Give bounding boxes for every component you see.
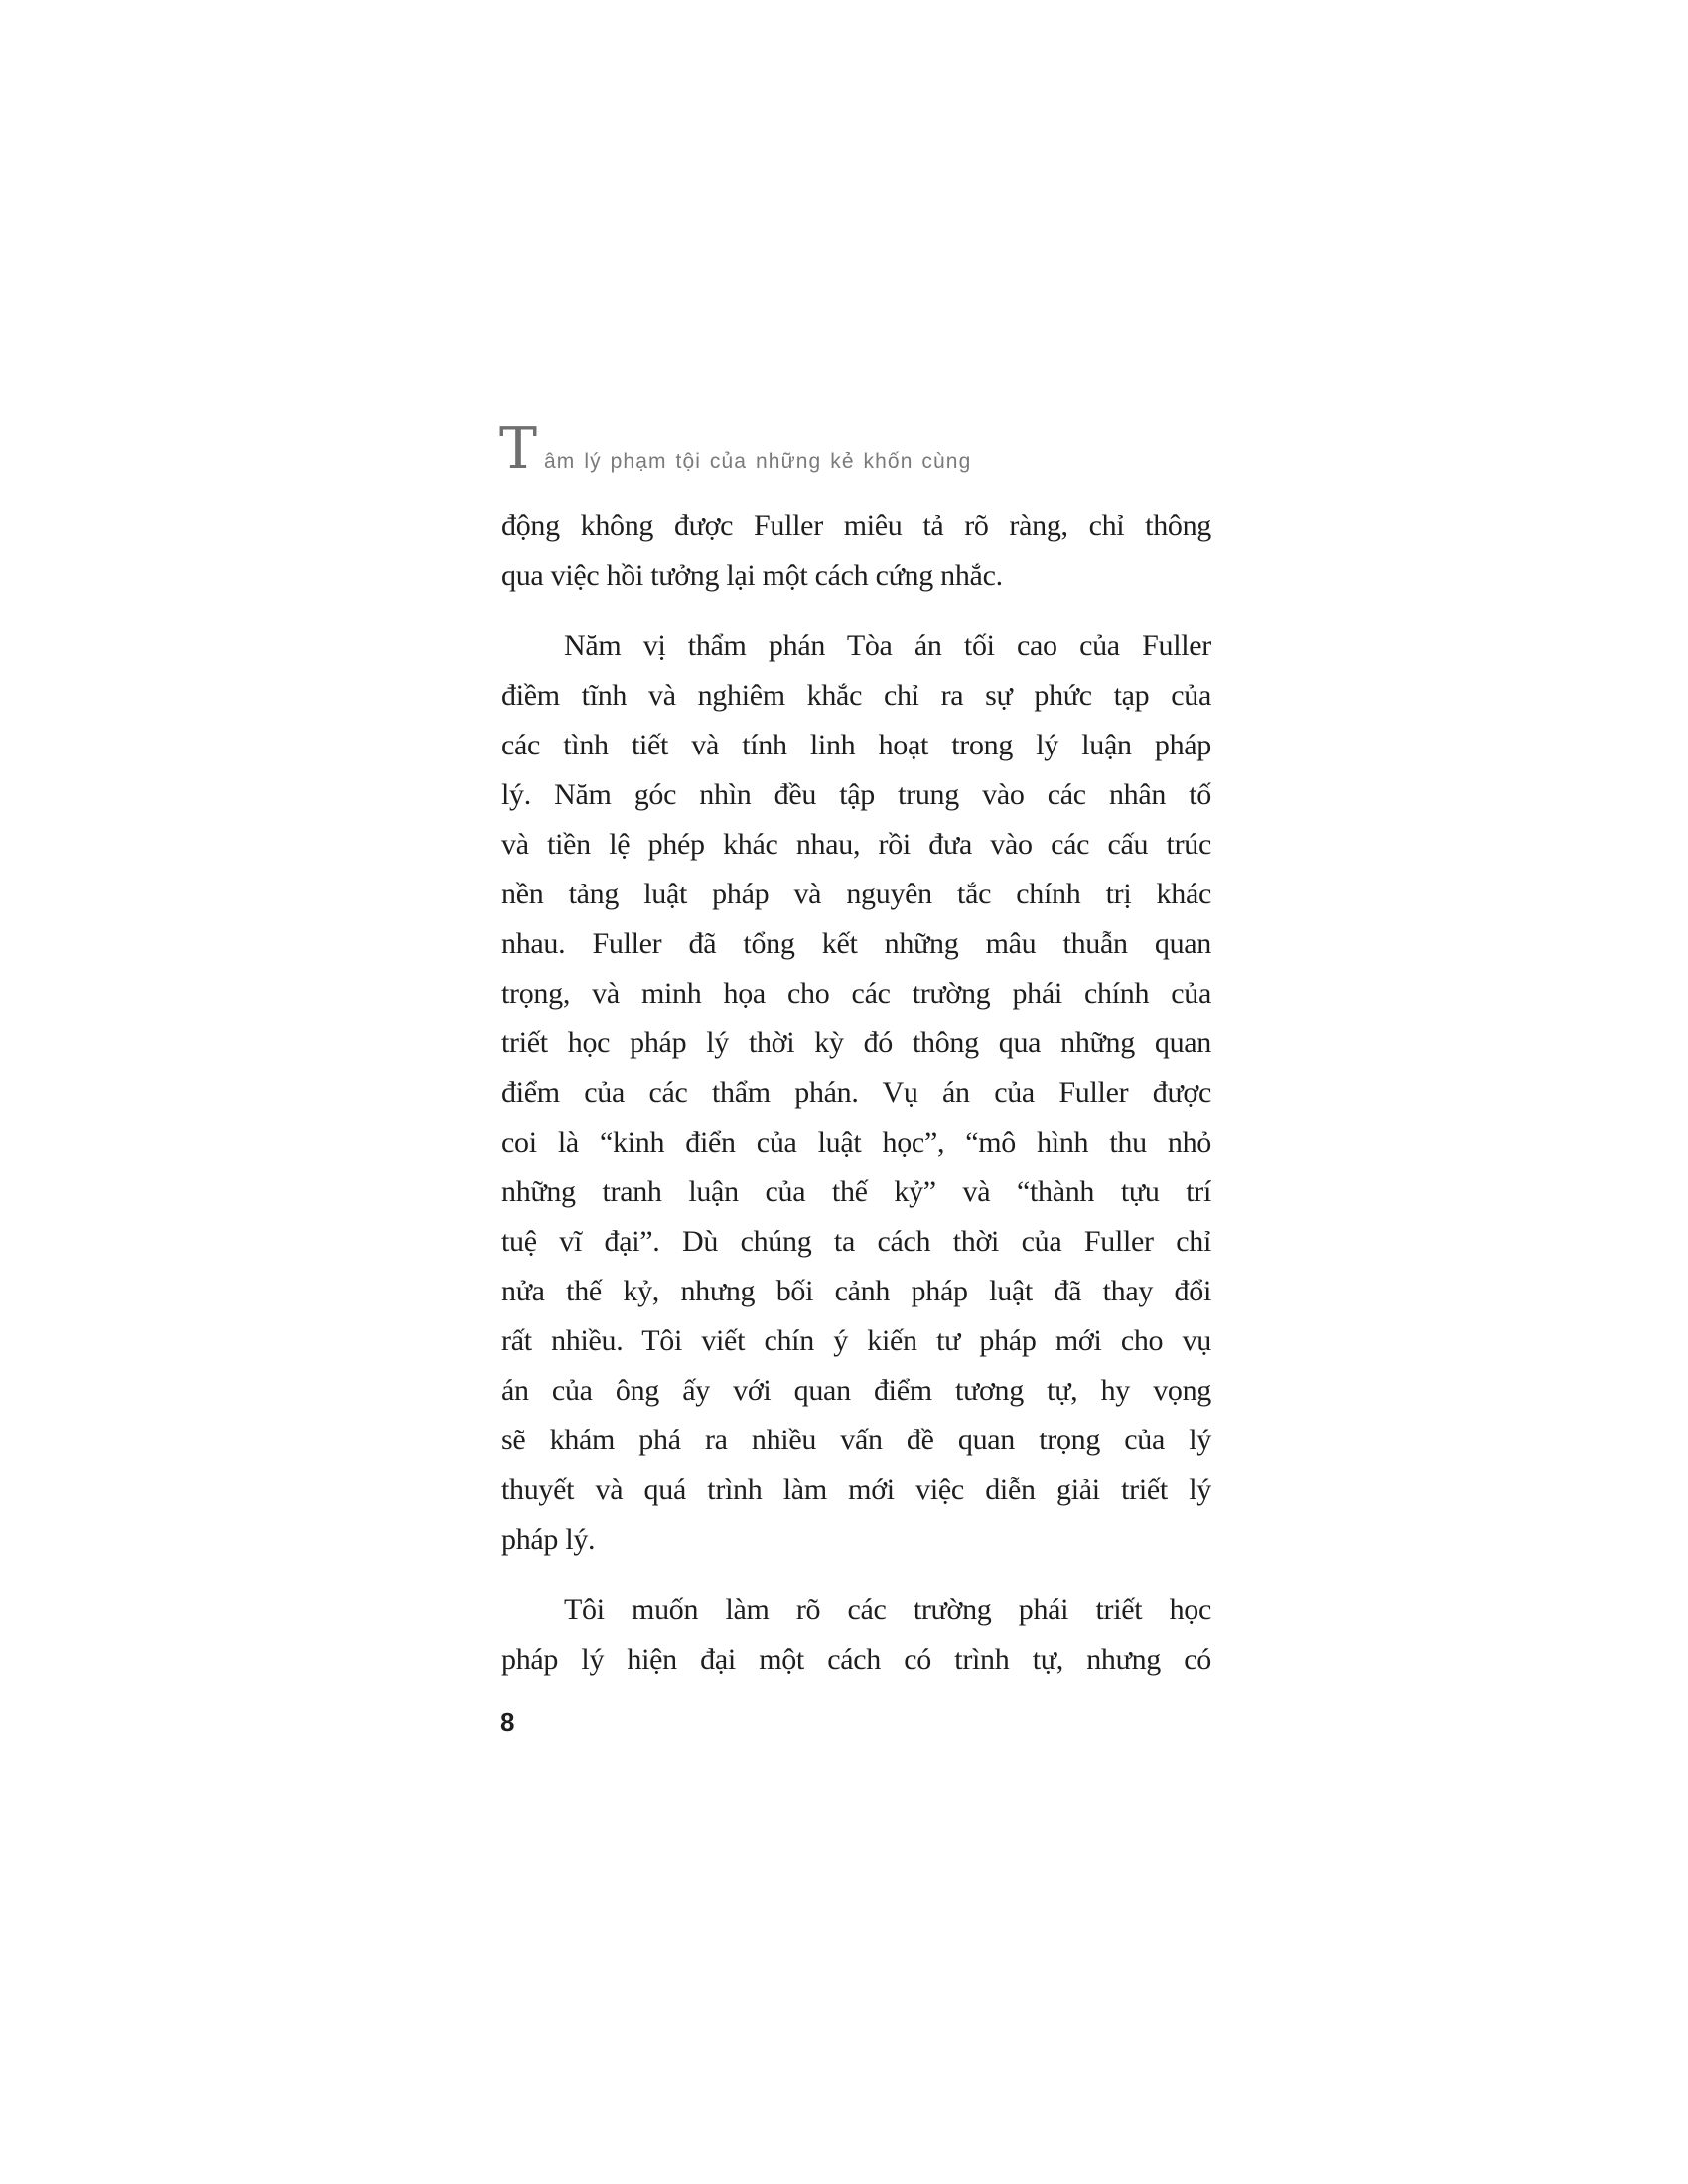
text-line: thuyết và quá trình làm mới việc diễn giải triết lý — [501, 1473, 1211, 1506]
text-line: sẽ khám phá ra nhiều vấn đề quan trọng của lý — [501, 1424, 1211, 1456]
text-line: coi là “kinh điển của luật học”, “mô hình thu nhỏ — [501, 1126, 1211, 1159]
text-line: pháp lý. — [501, 1523, 596, 1556]
text-line: điểm của các thẩm phán. Vụ án của Fuller được — [501, 1076, 1211, 1109]
text-line: các tình tiết và tính linh hoạt trong lý luận pháp — [501, 729, 1211, 761]
header-dropcap: T — [499, 416, 538, 481]
text-line: nhau. Fuller đã tổng kết những mâu thuẫn quan — [501, 927, 1211, 960]
text-line: Năm vị thẩm phán Tòa án tối cao của Fuller — [564, 629, 1211, 662]
body-text — [501, 501, 1211, 1685]
header-title: âm lý phạm tội của những kẻ khốn cùng — [544, 450, 972, 473]
text-line: và tiền lệ phép khác nhau, rồi đưa vào các cấu trúc — [501, 828, 1211, 861]
paragraph — [501, 1585, 1211, 1685]
text-line: lý. Năm góc nhìn đều tập trung vào các nhân tố — [501, 778, 1211, 811]
text-line: pháp lý hiện đại một cách có trình tự, nhưng có — [501, 1643, 1211, 1676]
paragraph — [501, 621, 1211, 1565]
text-line: điềm tĩnh và nghiêm khắc chỉ ra sự phức tạp của — [501, 679, 1211, 712]
text-line: nền tảng luật pháp và nguyên tắc chính trị khác — [501, 878, 1211, 910]
text-line: rất nhiều. Tôi viết chín ý kiến tư pháp mới cho vụ — [501, 1324, 1211, 1357]
paragraph — [501, 501, 1211, 601]
text-line: án của ông ấy với quan điểm tương tự, hy vọng — [501, 1374, 1211, 1407]
text-line: triết học pháp lý thời kỳ đó thông qua những quan — [501, 1026, 1211, 1059]
text-line: trọng, và minh họa cho các trường phái chính của — [501, 977, 1211, 1010]
text-line: tuệ vĩ đại”. Dù chúng ta cách thời của Fuller chỉ — [501, 1225, 1211, 1258]
text-line: những tranh luận của thế kỷ” và “thành tựu trí — [501, 1175, 1211, 1208]
running-header — [499, 416, 972, 481]
text-line: nửa thế kỷ, nhưng bối cảnh pháp luật đã thay đổi — [501, 1275, 1211, 1307]
page-number: 8 — [500, 1707, 515, 1737]
text-line: qua việc hồi tưởng lại một cách cứng nhắc. — [501, 559, 1003, 592]
text-line: Tôi muốn làm rõ các trường phái triết học — [564, 1593, 1211, 1626]
text-line: động không được Fuller miêu tả rõ ràng, chỉ thông — [501, 509, 1211, 542]
